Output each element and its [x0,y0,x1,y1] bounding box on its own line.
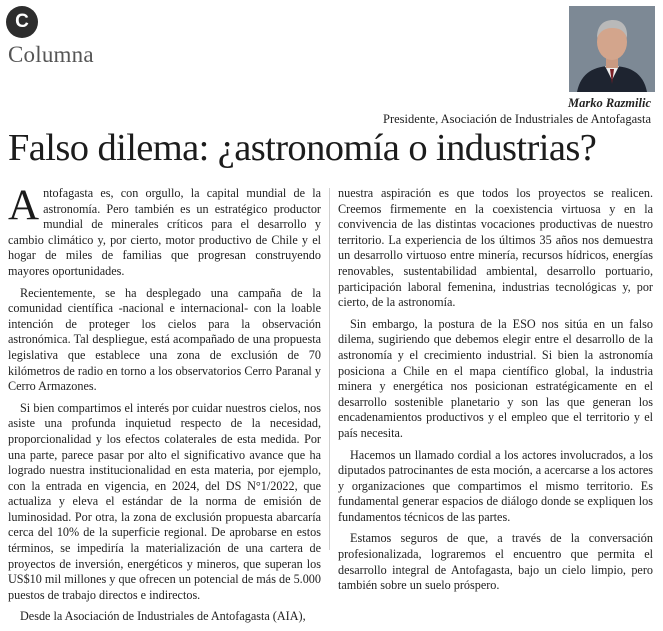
article-paragraph: Si bien compartimos el interés por cuidar nuestros cielos, nos asiste una profunda inquietud respecto de la necesidad, proporcionalidad y los efectos colaterales de esta medida. Por una parte, parece pasar por alto el significativo avance que ha logrado nuestra institucionalidad en esta materia, por ejemplo, con la entrada en vigencia, en 2024, del DS N°1/2022, que actualiza y eleva el estándar de la norma de emisión de luminosidad. Por otra, la zona de exclusión propuesta abarcaría cerca del 10% de la superficie regional. De aprobarse en estos términos, se impediría la materialización de una cartera de proyectos de inversión, energéticos y mineros, que superan los US$10 mil millones y que ofrecen un potencial de más de 5.000 puestos de trabajo directos e indirectos. [8,400,321,602]
article-paragraph: Estamos seguros de que, a través de la conversación profesionalizada, lograremos el encuentro que permita el desarrollo integral de Antofagasta, bajo un cielo limpio, pero también sobre un suelo próspero. [338,531,653,593]
section-badge-letter: C [15,11,29,32]
article-column-right [338,186,653,600]
author-photo [569,6,655,92]
author-name: Marko Razmilic [568,96,651,110]
article-paragraph [8,182,321,280]
article-paragraph: Recientemente, se ha desplegado una campaña de la comunidad científica -nacional e internacional- con la loable intención de proteger los cielos para la observación astronómica. Tal despliegue, está acompañado de una propuesta legislativa que establece una zona de exclusión de 70 kilómetros de radio en torno a los observatorios Cerro Paranal y Cerro Armazones. [8,285,321,394]
article-column-left [8,182,321,631]
column-divider [329,188,330,550]
article-paragraph: nuestra aspiración es que todos los proyectos se realicen. Creemos firmemente en la coexistencia virtuosa y en la convivencia de las distintas vocaciones productivas de nuestro territorio. La experiencia de los últimos 35 años nos demuestra un desarrollo virtuoso entre minería, recursos hídricos, energías renovables, sustentabilidad ambiental, desarrollo portuario, participación laboral femenina, industrias tecnológicas y, por cierto, de la astronomía. [338,186,653,310]
author-role: Presidente, Asociación de Industriales de Antofagasta [383,112,651,126]
section-label: Columna [8,42,94,67]
paragraph-text: ntofagasta es, con orgullo, la capital mundial de la astronomía. Pero también es un estratégico productor mundial de minerales críticos para el desarrollo y cambio climático y, por cierto, motor productivo de Chile y el hogar de miles de familias que progresan construyendo mayores oportunidades. [8,186,321,278]
author-portrait-icon [569,6,655,92]
article-paragraph: Desde la Asociación de Industriales de Antofagasta (AIA), [20,609,306,624]
dropcap: A [8,182,40,229]
headline: Falso dilema: ¿astronomía o industrias? [8,127,597,169]
article-paragraph: Sin embargo, la postura de la ESO nos sitúa en un falso dilema, sugiriendo que debemos elegir entre el desarrollo de la astronomía y el crecimiento industrial. Si bien la astronomía posiciona a Chile en el mapa científico global, la industria minera y energética nos posicionan estratégicamente en el desarrollo sostenible planetario y son las que generan los encadenamientos productivos y el empleo que el territorio y el país necesita. [338,316,653,440]
section-badge [6,6,38,38]
article-paragraph: Hacemos un llamado cordial a los actores involucrados, a los diputados patrocinantes de esta moción, a acercarse a los actores y organizaciones que compartimos el mismo territorio. Es fundamental generar espacios de diálogo donde se expliquen los fundamentos técnicos de las partes. [338,447,653,524]
